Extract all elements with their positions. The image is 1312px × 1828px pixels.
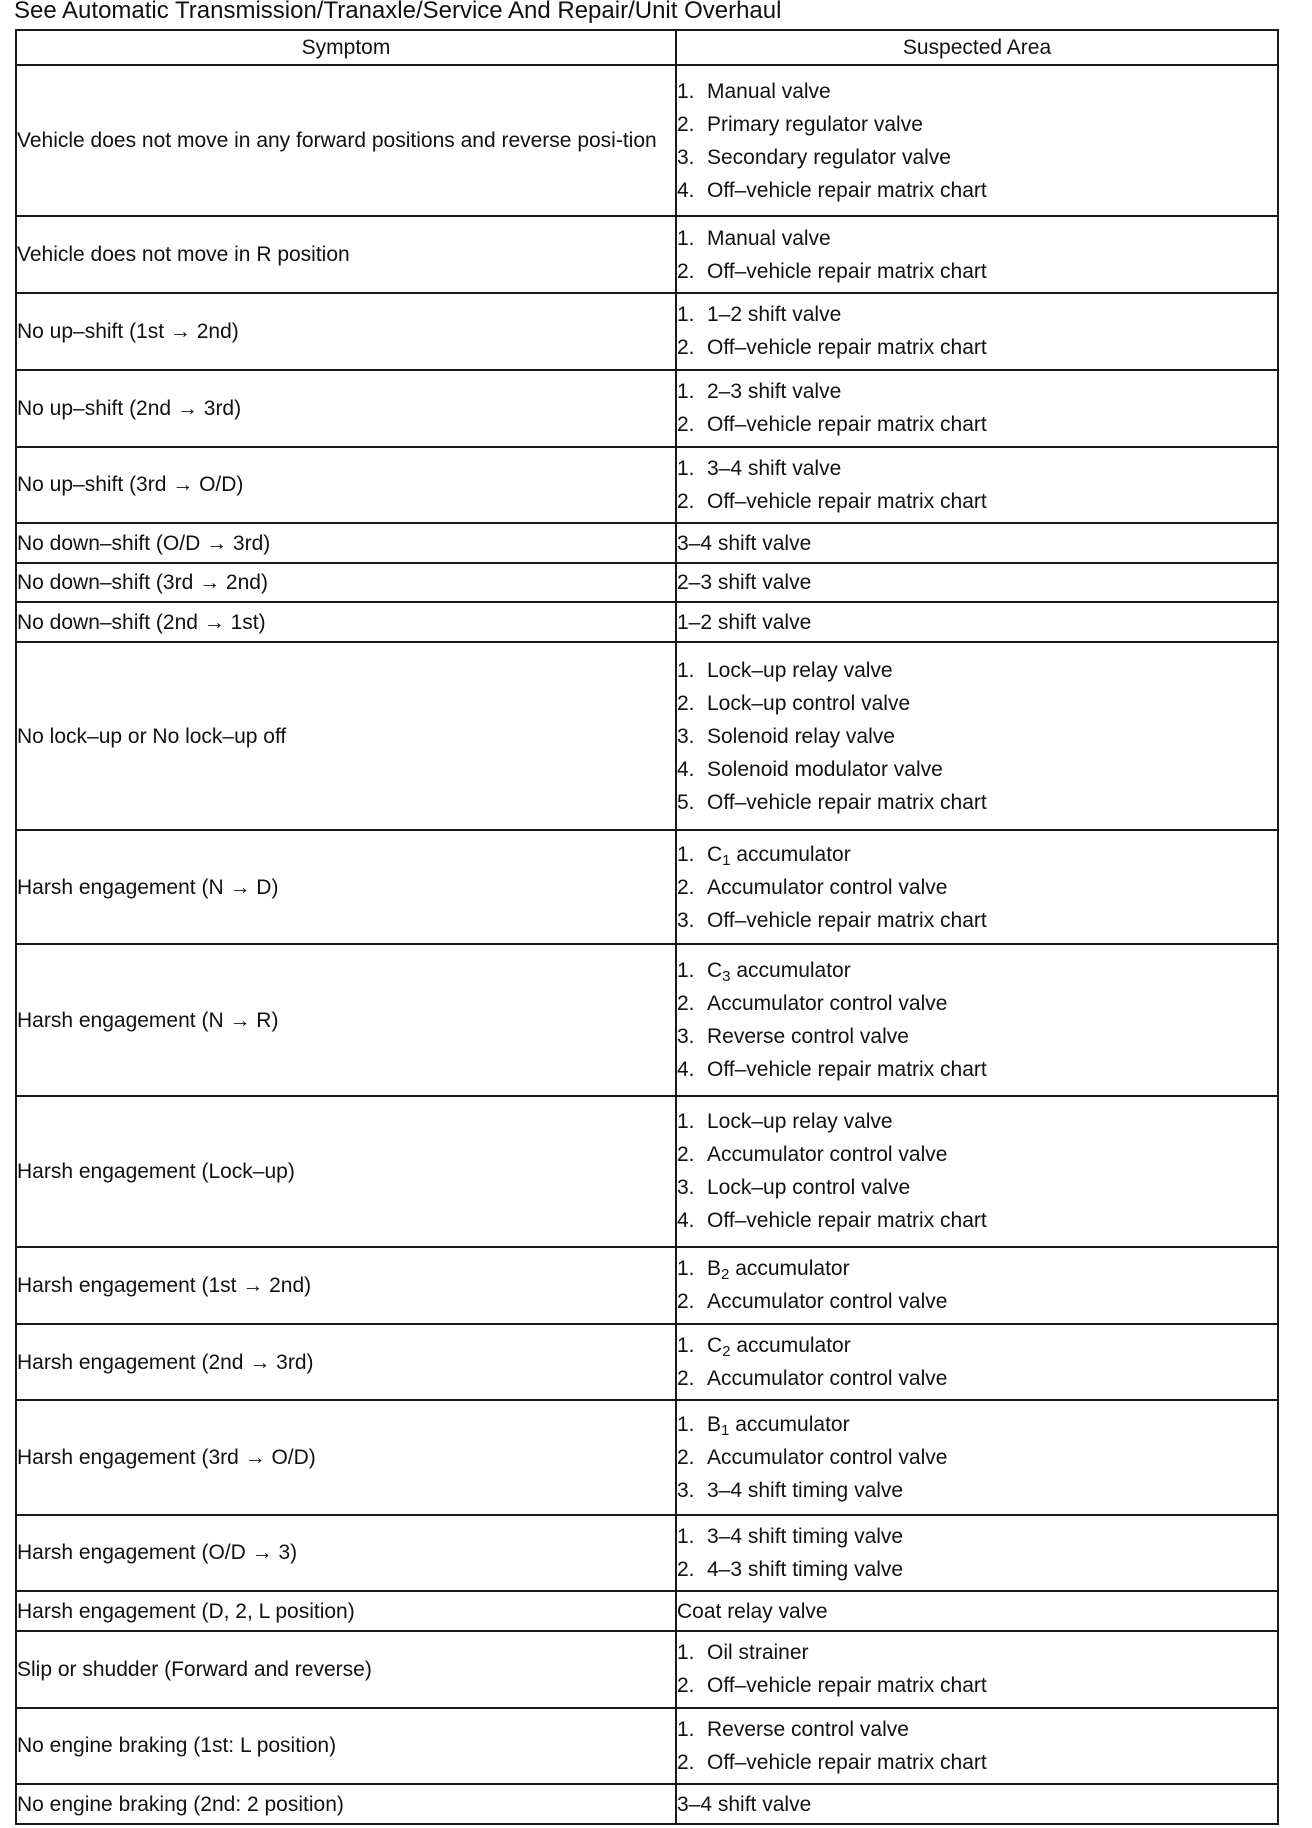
suspected-area-item bbox=[677, 1020, 1277, 1053]
item-number: 1. bbox=[677, 380, 695, 404]
symptom-cell: No down–shift (O/D → 3rd) bbox=[16, 523, 676, 563]
component-letter: B bbox=[707, 1257, 722, 1281]
suspected-area-item bbox=[677, 1553, 1277, 1586]
component-name: accumulator bbox=[729, 1412, 850, 1436]
item-text: Off–vehicle repair matrix chart bbox=[707, 336, 987, 360]
suspected-area-item bbox=[677, 1713, 1277, 1746]
item-number: 1. bbox=[677, 303, 695, 327]
suspected-area-item bbox=[677, 987, 1277, 1020]
suspected-area-item bbox=[677, 485, 1277, 518]
item-text: Off–vehicle repair matrix chart bbox=[707, 1674, 987, 1698]
suspected-area-item bbox=[677, 1171, 1277, 1204]
item-number: 1. bbox=[677, 842, 695, 866]
item-text: Lock–up control valve bbox=[707, 1176, 911, 1200]
suspected-area-item bbox=[677, 1636, 1277, 1669]
suspected-area-item bbox=[677, 255, 1277, 288]
item-number: 2. bbox=[677, 1557, 695, 1581]
item-text: Secondary regulator valve bbox=[707, 145, 951, 169]
suspected-area-cell: 3–4 shift valve bbox=[676, 523, 1278, 563]
suspected-area-item bbox=[677, 1441, 1277, 1474]
component-name: accumulator bbox=[729, 1257, 850, 1281]
item-number: 4. bbox=[677, 757, 695, 781]
item-number: 3. bbox=[677, 1025, 695, 1049]
suspected-area-item bbox=[677, 838, 1277, 871]
suspected-area-item bbox=[677, 1285, 1277, 1318]
component-index: 2 bbox=[721, 1266, 730, 1284]
suspected-area-item bbox=[677, 1138, 1277, 1171]
item-text: Accumulator control valve bbox=[707, 875, 948, 899]
symptom-cell: Harsh engagement (D, 2, L position) bbox=[16, 1591, 676, 1631]
table-row bbox=[16, 1708, 1278, 1785]
suspected-area-cell bbox=[676, 293, 1278, 370]
symptom-cell: No engine braking (1st: L position) bbox=[16, 1708, 676, 1785]
table-row bbox=[16, 1591, 1278, 1631]
symptom-cell: No engine braking (2nd: 2 position) bbox=[16, 1784, 676, 1824]
item-text: Accumulator control valve bbox=[707, 992, 948, 1016]
suspected-area-cell bbox=[676, 642, 1278, 831]
suspected-area-list bbox=[677, 838, 1277, 937]
table-row bbox=[16, 1784, 1278, 1824]
suspected-area-cell bbox=[676, 65, 1278, 216]
item-text: 3–4 shift valve bbox=[707, 456, 842, 480]
suspected-area-list bbox=[677, 452, 1277, 518]
item-text: 2–3 shift valve bbox=[707, 380, 842, 404]
item-text: Lock–up relay valve bbox=[707, 658, 893, 682]
item-text: 1–2 shift valve bbox=[707, 303, 842, 327]
item-number: 2. bbox=[677, 1290, 695, 1314]
suspected-area-item bbox=[677, 1474, 1277, 1507]
suspected-area-item bbox=[677, 1329, 1277, 1362]
suspected-area-cell bbox=[676, 447, 1278, 524]
suspected-area-cell bbox=[676, 1324, 1278, 1401]
component-letter: C bbox=[707, 1334, 723, 1358]
suspected-area-item bbox=[677, 753, 1277, 786]
suspected-area-cell bbox=[676, 1400, 1278, 1514]
table-row bbox=[16, 602, 1278, 642]
suspected-area-cell bbox=[676, 216, 1278, 293]
suspected-area-list bbox=[677, 75, 1277, 207]
item-number: 4. bbox=[677, 178, 695, 202]
suspected-area-cell bbox=[676, 1708, 1278, 1785]
symptom-cell: No down–shift (3rd → 2nd) bbox=[16, 563, 676, 603]
suspected-area-cell: Coat relay valve bbox=[676, 1591, 1278, 1631]
component-index: 1 bbox=[721, 1421, 730, 1439]
item-number: 3. bbox=[677, 1176, 695, 1200]
suspected-area-item bbox=[677, 222, 1277, 255]
item-text: 3–4 shift timing valve bbox=[707, 1478, 904, 1502]
suspected-area-list bbox=[677, 222, 1277, 288]
item-text: Accumulator control valve bbox=[707, 1367, 948, 1391]
suspected-area-item bbox=[677, 1408, 1277, 1441]
item-text: Off–vehicle repair matrix chart bbox=[707, 1058, 987, 1082]
table-row bbox=[16, 563, 1278, 603]
item-number: 1. bbox=[677, 1412, 695, 1436]
item-number: 2. bbox=[677, 1750, 695, 1774]
item-number: 1. bbox=[677, 959, 695, 983]
suspected-area-cell bbox=[676, 370, 1278, 447]
suspected-area-cell bbox=[676, 944, 1278, 1095]
table-header-row bbox=[16, 30, 1278, 65]
suspected-area-item bbox=[677, 1669, 1277, 1702]
symptom-cell: Harsh engagement (3rd → O/D) bbox=[16, 1400, 676, 1514]
item-text: Off–vehicle repair matrix chart bbox=[707, 413, 987, 437]
diagnosis-table bbox=[15, 29, 1279, 1825]
symptom-cell: Harsh engagement (Lock–up) bbox=[16, 1096, 676, 1247]
item-number: 1. bbox=[677, 456, 695, 480]
suspected-area-item bbox=[677, 1053, 1277, 1086]
item-number: 2. bbox=[677, 1445, 695, 1469]
symptom-column-header: Symptom bbox=[16, 30, 676, 65]
item-number: 3. bbox=[677, 145, 695, 169]
item-number: 2. bbox=[677, 259, 695, 283]
suspected-area-item bbox=[677, 654, 1277, 687]
symptom-cell: No up–shift (2nd → 3rd) bbox=[16, 370, 676, 447]
table-row bbox=[16, 1631, 1278, 1708]
item-number: 1. bbox=[677, 1641, 695, 1665]
suspected-area-list bbox=[677, 1329, 1277, 1395]
item-number: 2. bbox=[677, 1674, 695, 1698]
symptom-cell: Harsh engagement (N → R) bbox=[16, 944, 676, 1095]
item-text: 4–3 shift timing valve bbox=[707, 1557, 904, 1581]
suspected-area-item bbox=[677, 408, 1277, 441]
item-text: Off–vehicle repair matrix chart bbox=[707, 489, 987, 513]
item-text: Primary regulator valve bbox=[707, 112, 923, 136]
table-row bbox=[16, 830, 1278, 944]
suspected-area-item bbox=[677, 375, 1277, 408]
symptom-cell: Slip or shudder (Forward and reverse) bbox=[16, 1631, 676, 1708]
item-text: Off–vehicle repair matrix chart bbox=[707, 908, 987, 932]
suspected-area-item bbox=[677, 298, 1277, 331]
item-number: 1. bbox=[677, 658, 695, 682]
table-row bbox=[16, 370, 1278, 447]
table-row bbox=[16, 1247, 1278, 1324]
component-letter: B bbox=[707, 1412, 722, 1436]
item-number: 1. bbox=[677, 1257, 695, 1281]
component-name: accumulator bbox=[730, 959, 851, 983]
suspected-area-item bbox=[677, 452, 1277, 485]
item-text: Reverse control valve bbox=[707, 1717, 909, 1741]
suspected-area-item bbox=[677, 1252, 1277, 1285]
suspected-area-item bbox=[677, 174, 1277, 207]
item-number: 2. bbox=[677, 1367, 695, 1391]
item-text: Lock–up relay valve bbox=[707, 1110, 893, 1134]
suspected-area-column-header: Suspected Area bbox=[676, 30, 1278, 65]
item-number: 2. bbox=[677, 875, 695, 899]
item-number: 1. bbox=[677, 1334, 695, 1358]
suspected-area-item bbox=[677, 1746, 1277, 1779]
suspected-area-list bbox=[677, 654, 1277, 819]
item-number: 4. bbox=[677, 1058, 695, 1082]
suspected-area-cell bbox=[676, 1247, 1278, 1324]
item-text: Lock–up control valve bbox=[707, 691, 911, 715]
suspected-area-list bbox=[677, 1105, 1277, 1237]
suspected-area-item bbox=[677, 1204, 1277, 1237]
component-name: accumulator bbox=[730, 1334, 851, 1358]
table-body bbox=[16, 65, 1278, 1824]
page-heading: See Automatic Transmission/Tranaxle/Service And Repair/Unit Overhaul bbox=[14, 0, 782, 24]
suspected-area-cell bbox=[676, 1631, 1278, 1708]
item-text: Off–vehicle repair matrix chart bbox=[707, 790, 987, 814]
table-row bbox=[16, 1400, 1278, 1514]
item-text: Off–vehicle repair matrix chart bbox=[707, 178, 987, 202]
suspected-area-list bbox=[677, 954, 1277, 1086]
item-number: 1. bbox=[677, 226, 695, 250]
item-number: 1. bbox=[677, 1524, 695, 1548]
table-row bbox=[16, 293, 1278, 370]
item-text: Manual valve bbox=[707, 226, 831, 250]
item-number: 2. bbox=[677, 489, 695, 513]
suspected-area-item bbox=[677, 1105, 1277, 1138]
item-number: 2. bbox=[677, 336, 695, 360]
symptom-cell: No lock–up or No lock–up off bbox=[16, 642, 676, 831]
table-row bbox=[16, 216, 1278, 293]
item-number: 3. bbox=[677, 724, 695, 748]
item-text: 3–4 shift timing valve bbox=[707, 1524, 904, 1548]
component-index: 1 bbox=[722, 851, 731, 869]
suspected-area-item bbox=[677, 1362, 1277, 1395]
suspected-area-item bbox=[677, 786, 1277, 819]
item-number: 3. bbox=[677, 1478, 695, 1502]
item-number: 5. bbox=[677, 790, 695, 814]
suspected-area-item bbox=[677, 687, 1277, 720]
suspected-area-list bbox=[677, 1252, 1277, 1318]
suspected-area-item bbox=[677, 720, 1277, 753]
item-number: 1. bbox=[677, 1717, 695, 1741]
item-text: Off–vehicle repair matrix chart bbox=[707, 1750, 987, 1774]
component-index: 3 bbox=[722, 968, 731, 986]
symptom-cell: Harsh engagement (N → D) bbox=[16, 830, 676, 944]
item-number: 1. bbox=[677, 79, 695, 103]
suspected-area-item bbox=[677, 904, 1277, 937]
symptom-cell: Harsh engagement (1st → 2nd) bbox=[16, 1247, 676, 1324]
suspected-area-cell bbox=[676, 1096, 1278, 1247]
table-row bbox=[16, 1096, 1278, 1247]
item-text: Manual valve bbox=[707, 79, 831, 103]
suspected-area-item bbox=[677, 954, 1277, 987]
table-row bbox=[16, 65, 1278, 216]
suspected-area-cell: 1–2 shift valve bbox=[676, 602, 1278, 642]
item-text: Accumulator control valve bbox=[707, 1143, 948, 1167]
suspected-area-item bbox=[677, 1520, 1277, 1553]
suspected-area-item bbox=[677, 75, 1277, 108]
table-row bbox=[16, 523, 1278, 563]
table-row bbox=[16, 1515, 1278, 1592]
suspected-area-item bbox=[677, 141, 1277, 174]
table-row bbox=[16, 944, 1278, 1095]
item-number: 4. bbox=[677, 1209, 695, 1233]
table-row bbox=[16, 1324, 1278, 1401]
component-letter: C bbox=[707, 842, 723, 866]
suspected-area-list bbox=[677, 1713, 1277, 1779]
item-number: 1. bbox=[677, 1110, 695, 1134]
item-number: 2. bbox=[677, 413, 695, 437]
suspected-area-list bbox=[677, 375, 1277, 441]
suspected-area-cell bbox=[676, 830, 1278, 944]
item-number: 2. bbox=[677, 1143, 695, 1167]
item-number: 2. bbox=[677, 992, 695, 1016]
item-text: Solenoid relay valve bbox=[707, 724, 895, 748]
item-number: 2. bbox=[677, 691, 695, 715]
suspected-area-list bbox=[677, 1408, 1277, 1507]
item-text: Accumulator control valve bbox=[707, 1290, 948, 1314]
symptom-cell: No up–shift (1st → 2nd) bbox=[16, 293, 676, 370]
symptom-cell: Harsh engagement (2nd → 3rd) bbox=[16, 1324, 676, 1401]
suspected-area-cell: 2–3 shift valve bbox=[676, 563, 1278, 603]
symptom-cell: Harsh engagement (O/D → 3) bbox=[16, 1515, 676, 1592]
item-number: 2. bbox=[677, 112, 695, 136]
component-index: 2 bbox=[722, 1343, 731, 1361]
symptom-cell: Vehicle does not move in any forward positions and reverse posi-tion bbox=[16, 65, 676, 216]
suspected-area-list bbox=[677, 1636, 1277, 1702]
table-row bbox=[16, 642, 1278, 831]
suspected-area-cell: 3–4 shift valve bbox=[676, 1784, 1278, 1824]
item-text: Oil strainer bbox=[707, 1641, 809, 1665]
component-letter: C bbox=[707, 959, 723, 983]
suspected-area-item bbox=[677, 871, 1277, 904]
symptom-cell: Vehicle does not move in R position bbox=[16, 216, 676, 293]
item-text: Off–vehicle repair matrix chart bbox=[707, 259, 987, 283]
item-text: Reverse control valve bbox=[707, 1025, 909, 1049]
suspected-area-list bbox=[677, 298, 1277, 364]
suspected-area-item bbox=[677, 108, 1277, 141]
item-text: Solenoid modulator valve bbox=[707, 757, 943, 781]
suspected-area-item bbox=[677, 331, 1277, 364]
suspected-area-cell bbox=[676, 1515, 1278, 1592]
component-name: accumulator bbox=[730, 842, 851, 866]
item-number: 3. bbox=[677, 908, 695, 932]
symptom-cell: No up–shift (3rd → O/D) bbox=[16, 447, 676, 524]
table-row bbox=[16, 447, 1278, 524]
item-text: Accumulator control valve bbox=[707, 1445, 948, 1469]
item-text: Off–vehicle repair matrix chart bbox=[707, 1209, 987, 1233]
symptom-cell: No down–shift (2nd → 1st) bbox=[16, 602, 676, 642]
suspected-area-list bbox=[677, 1520, 1277, 1586]
